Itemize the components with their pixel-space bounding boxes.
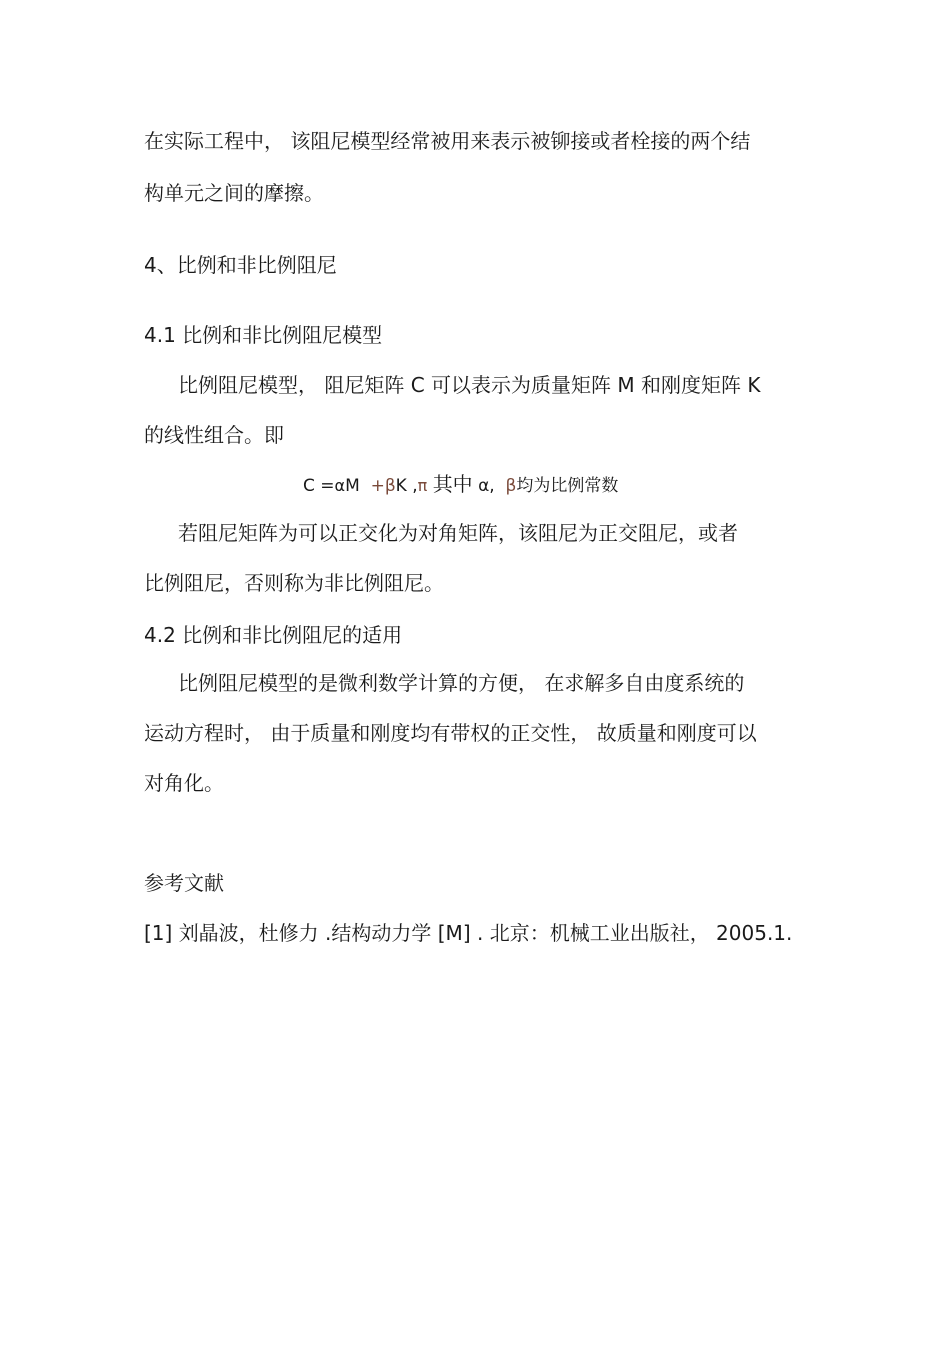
- formula-qizhong: 其中: [432, 472, 473, 496]
- paragraph-line: 的线性组合。即: [144, 423, 284, 447]
- paragraph-line: 运动方程时， 由于质量和刚度均有带权的正交性， 故质量和刚度可以: [144, 721, 757, 745]
- formula-beta2: β: [505, 476, 517, 496]
- paragraph-line: 在实际工程中， 该阻尼模型经常被用来表示被铆接或者栓接的两个结: [144, 129, 751, 153]
- reference-item: [1] 刘晶波，杜修力 .结构动力学 [M] . 北京：机械工业出版社， 2005.1.: [144, 921, 793, 945]
- formula-m: M: [345, 476, 360, 496]
- paragraph-line: 若阻尼矩阵为可以正交化为对角矩阵，该阻尼为正交阻尼，或者: [178, 521, 738, 545]
- formula-alpha2: α,: [478, 476, 495, 496]
- damping-formula: [303, 472, 618, 498]
- subsection-heading: 4.1 比例和非比例阻尼模型: [144, 323, 383, 347]
- paragraph-line: 比例阻尼模型的是微利数学计算的方便， 在求解多自由度系统的: [178, 671, 745, 695]
- section-heading: 4、比例和非比例阻尼: [144, 253, 337, 277]
- formula-comma: ,: [412, 476, 418, 496]
- subsection-heading: 4.2 比例和非比例阻尼的适用: [144, 623, 403, 647]
- paragraph-line: 比例阻尼，否则称为非比例阻尼。: [144, 571, 444, 595]
- formula-beta: β: [384, 476, 396, 496]
- formula-k: K: [395, 476, 407, 496]
- paragraph-line: 构单元之间的摩擦。: [144, 181, 324, 205]
- formula-pi: π: [417, 476, 428, 495]
- formula-tail: 均为比例常数: [516, 476, 619, 496]
- formula-plus: +: [370, 476, 385, 496]
- formula-lhs: C =: [303, 476, 335, 496]
- references-heading: 参考文献: [144, 871, 224, 895]
- formula-alpha: α: [334, 476, 346, 495]
- paragraph-line: 对角化。: [144, 771, 224, 795]
- paragraph-line: 比例阻尼模型， 阻尼矩阵 C 可以表示为质量矩阵 M 和刚度矩阵 K: [178, 373, 761, 397]
